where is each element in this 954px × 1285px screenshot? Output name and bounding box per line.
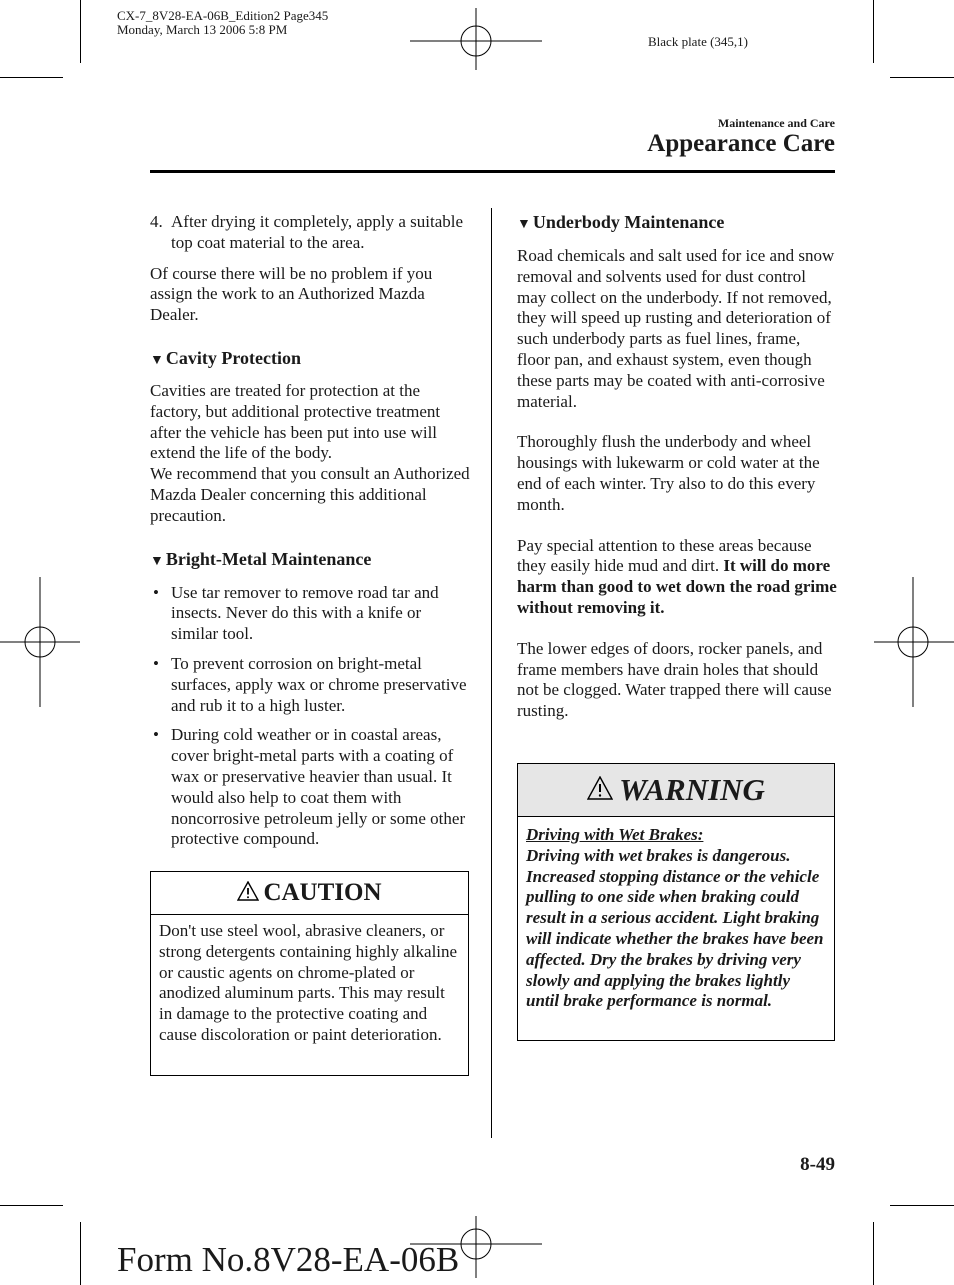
page-title: Appearance Care [647,130,835,157]
warning-text: Driving with wet brakes is dangerous. Increased stopping distance or the vehicle pulling to one side when braking could result in a serious accident. Light braking will indicate whether the brakes have been affected. Dry the brakes by driving very slowly and applying the brakes lightly until brake performance is normal. [526,845,824,1011]
bullet-icon: • [153,582,159,602]
cavity-paragraph-2: We recommend that you consult an Authorized Mazda Dealer concerning this additional precaution. [150,464,470,525]
slug-date: Monday, March 13 2006 5:8 PM [117,22,288,37]
form-number: Form No.8V28-EA-06B [117,1240,460,1279]
step-number: 4. [150,212,163,231]
left-column [150,212,470,859]
bright-metal-list [150,583,470,851]
cavity-paragraph: Cavities are treated for protection at the factory, but additional protective treatment after the vehicle has been put into use will extend the life of the body. [150,380,441,463]
triangle-down-icon: ▼ [517,217,531,232]
cavity-heading [150,346,470,373]
bright-metal-heading [150,547,470,574]
bullet-icon: • [153,653,159,673]
list-item [150,583,470,645]
warning-box [517,763,835,1041]
caution-label: CAUTION [263,879,382,906]
triangle-down-icon: ▼ [150,352,164,368]
page-number: 8-49 [800,1154,835,1175]
crop-mark [873,0,874,63]
registration-mark-icon [874,577,954,707]
underbody-paragraph-2: Thoroughly flush the underbody and wheel housings with lukewarm or cold water at the end of each winter. Try also to do this every month. [517,432,820,514]
bullet-icon: • [153,725,159,745]
crop-mark [0,77,63,78]
list-item-text: Use tar remover to remove road tar and insects. Never do this with a knife or similar tool. [171,582,439,644]
list-item-text: During cold weather or in coastal areas, cover bright-metal parts with a coating of wax or preservative heavier than usual. It would also help to coat them with noncorrosive petroleum jelly or some other protective compound. [171,725,466,849]
emphasis-text: It will do more harm than good to wet down the road grime without removing it. [517,556,837,617]
crop-mark [80,0,81,63]
registration-mark-icon [410,8,542,70]
list-item-text: To prevent corrosion on bright-metal surfaces, apply wax or chrome preservative and rub it to a high luster. [171,653,467,715]
underbody-paragraph-3 [517,536,837,619]
list-item [150,725,470,850]
triangle-down-icon: ▼ [150,553,164,569]
warning-triangle-icon [587,776,613,800]
warning-triangle-icon [237,881,259,901]
warning-content [518,817,834,1020]
warning-title: Driving with Wet Brakes: [526,825,704,844]
caution-text: Don't use steel wool, abrasive cleaners, or strong detergents containing highly alkaline or caustic agents on chrome-plated or anodized aluminum parts. This may result in damage to the protective coating and cause discoloration or paint deterioration. [159,921,458,1044]
crop-mark [0,1205,63,1206]
column-divider [491,208,492,1138]
warning-header [518,764,834,817]
crop-mark [80,1222,81,1285]
underbody-paragraph-4: The lower edges of doors, rocker panels, and frame members have drain holes that should not be clogged. Water trapped there will cause rusting. [517,638,832,721]
warning-label: WARNING [619,772,765,807]
underbody-heading-text: Underbody Maintenance [532,212,725,232]
cavity-heading-text: Cavity Protection [165,347,301,368]
slug-file: CX-7_8V28-EA-06B_Edition2 Page345 [117,8,329,23]
crop-mark [890,77,954,78]
plate-label: Black plate (345,1) [648,34,748,49]
bright-metal-heading-text: Bright-Metal Maintenance [165,548,372,569]
caution-header [151,872,468,915]
crop-mark [890,1205,954,1206]
list-item [150,654,470,716]
header-rule [150,170,835,173]
dealer-note: Of course there will be no problem if you assign the work to an Authorized Mazda Dealer. [150,263,433,325]
step-item [150,212,470,254]
print-slug [117,9,328,37]
crop-mark [873,1222,874,1285]
registration-mark-icon [0,577,80,707]
section-category: Maintenance and Care [717,116,835,130]
step-text: After drying it completely, apply a suitable top coat material to the area. [171,212,464,252]
right-column [517,210,837,722]
caution-box [150,871,469,1076]
underbody-paragraph-1: Road chemicals and salt used for ice and snow removal and solvents used for dust control may collect on the underbody. If not removed, they will speed up rusting and deterioration of such underbody parts as fuel lines, frame, floor pan, and exhaust system, even though these parts may be coated with anti-corrosive material. [517,246,835,411]
underbody-heading [517,210,837,237]
paragraph-text: Pay special attention to these areas because they easily hide mud and dirt. [517,535,812,576]
